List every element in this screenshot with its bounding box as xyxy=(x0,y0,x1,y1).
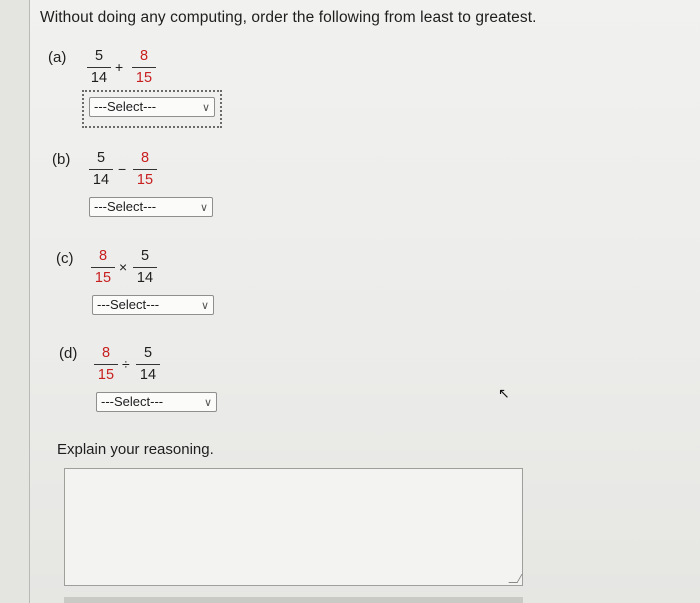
part-a-select-value: ---Select--- xyxy=(94,99,157,114)
fraction-bar xyxy=(136,364,160,365)
part-a-select[interactable] xyxy=(89,97,215,117)
explain-label: Explain your reasoning. xyxy=(57,441,214,458)
question-prompt: Without doing any computing, order the following from least to greatest. xyxy=(40,9,537,26)
part-d-right-numerator: 5 xyxy=(143,345,153,361)
fraction-bar xyxy=(94,364,118,365)
fraction-bar xyxy=(87,67,111,68)
part-b-right-fraction xyxy=(133,149,157,190)
part-a-left-fraction xyxy=(87,47,111,88)
part-b-operator: − xyxy=(118,161,127,177)
part-d-operator: ÷ xyxy=(122,356,130,372)
part-a-left-numerator: 5 xyxy=(94,48,104,64)
part-c-select-value: ---Select--- xyxy=(97,297,160,312)
part-c-left-denominator: 15 xyxy=(94,270,112,286)
part-c-left-fraction xyxy=(91,247,115,288)
chevron-down-icon: ∨ xyxy=(200,300,209,312)
part-b-left-denominator: 14 xyxy=(92,172,110,188)
part-c-right-numerator: 5 xyxy=(140,248,150,264)
fraction-bar xyxy=(132,67,156,68)
part-c-right-denominator: 14 xyxy=(136,270,154,286)
part-b-select[interactable] xyxy=(89,197,213,217)
fraction-bar xyxy=(133,169,157,170)
part-d-left-fraction xyxy=(94,344,118,385)
part-b-left-fraction xyxy=(89,149,113,190)
part-c-right-fraction xyxy=(133,247,157,288)
part-c-operator: × xyxy=(119,259,128,275)
part-b-select-value: ---Select--- xyxy=(94,199,157,214)
mouse-cursor-icon: ↖ xyxy=(498,385,510,401)
part-b-label: (b) xyxy=(52,151,71,168)
part-b-right-numerator: 8 xyxy=(140,150,150,166)
part-a-right-denominator: 15 xyxy=(135,70,153,86)
part-a-label: (a) xyxy=(48,49,67,66)
part-c-select[interactable] xyxy=(92,295,214,315)
part-d-left-numerator: 8 xyxy=(101,345,111,361)
part-a-right-numerator: 8 xyxy=(139,48,149,64)
part-d-right-denominator: 14 xyxy=(139,367,157,383)
part-b-right-denominator: 15 xyxy=(136,172,154,188)
fraction-bar xyxy=(133,267,157,268)
fraction-bar xyxy=(91,267,115,268)
resize-handle-icon[interactable] xyxy=(508,574,522,583)
chevron-down-icon: ∨ xyxy=(203,397,212,409)
part-b-left-numerator: 5 xyxy=(96,150,106,166)
part-d-select-value: ---Select--- xyxy=(101,394,164,409)
part-c-left-numerator: 8 xyxy=(98,248,108,264)
part-d-left-denominator: 15 xyxy=(97,367,115,383)
explain-textarea[interactable] xyxy=(64,468,523,586)
part-a-right-fraction xyxy=(132,47,156,88)
fraction-bar xyxy=(89,169,113,170)
part-d-right-fraction xyxy=(136,344,160,385)
part-c-label: (c) xyxy=(56,250,74,267)
part-a-left-denominator: 14 xyxy=(90,70,108,86)
part-a-operator: + xyxy=(115,59,124,75)
chevron-down-icon: ∨ xyxy=(201,102,210,114)
next-field-edge xyxy=(64,597,523,603)
part-d-select[interactable] xyxy=(96,392,217,412)
part-d-label: (d) xyxy=(59,345,78,362)
chevron-down-icon: ∨ xyxy=(199,202,208,214)
